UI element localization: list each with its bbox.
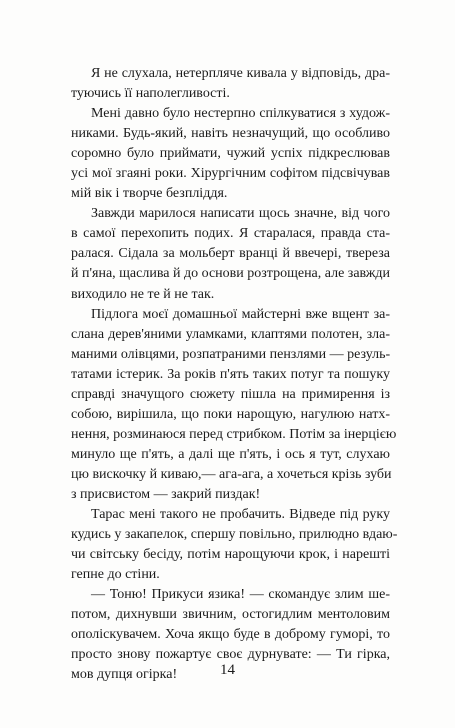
text-line: кудись у закапелок, спершу повільно, прилюдно вдаю-	[71, 527, 398, 543]
text-line: собою, вирішила, що поки нарощую, нагулюю натх-	[71, 406, 390, 422]
text-line: минуло ще п'ять, а далі ще п'ять, і ось я тут, слухаю	[71, 446, 390, 462]
text-line: ралася. Сідала за мольберт вранці й ввечері, твереза	[71, 246, 390, 262]
text-line: гепне до стіни.	[71, 567, 160, 583]
page-number: 14	[220, 662, 235, 678]
text-line: мов дупця огірка!	[71, 667, 178, 683]
text-line: маними олівцями, розпатраними пензлями — резуль-	[71, 346, 391, 362]
text-line: в самої перехопить подих. Я старалася, правда ста-	[71, 226, 390, 242]
text-line: Завжди марилося написати щось значне, від чого	[91, 206, 390, 222]
paragraph	[71, 204, 390, 304]
text-line: Підлога моєї домашньої майстерні вже вщент за-	[91, 306, 390, 322]
text-line: Мені давно було нестерпно спілкуватися з худож-	[91, 106, 390, 122]
text-line: потом, дихнувши звичним, остогидлим ментоловим	[71, 607, 390, 623]
text-line: виходило не те й не так.	[71, 286, 215, 302]
text-line: соромно було приймати, чужий успіх підкреслював	[71, 146, 390, 162]
text-line: просто знову пожартує своє дурнувате: — Ти гірка,	[71, 647, 390, 663]
text-line: — Тоню! Прикуси язика! — скомандує злим ше-	[91, 587, 390, 603]
text-line: справді значущого сюжету пішла на примирення із	[71, 386, 390, 402]
text-line: усі мої згаяні роки. Хірургічним софітом підсвічував	[71, 166, 390, 182]
text-line: й п'яна, щаслива й до основи розтрощена, але завжди	[71, 266, 391, 282]
paragraph	[71, 64, 390, 104]
text-line: цю вискочку й киваю,— ага-ага, а хочеться крізь зуби	[71, 466, 392, 482]
paragraph	[71, 305, 397, 505]
body-text	[71, 64, 398, 685]
paragraph	[71, 104, 390, 204]
text-line: нення, розминаюся перед стрибком. Потім за інерцією	[71, 426, 397, 442]
paragraph	[71, 505, 398, 585]
text-line: никами. Будь-який, навіть незначущий, що особливо	[71, 126, 390, 142]
text-line: чи світську бесіду, потім нарощуючи крок, і нарешті	[71, 547, 390, 563]
text-line: татами істерик. За років п'ять таких потуг та пошуку	[71, 366, 390, 382]
text-line: з присвистом — закрий пиздак!	[71, 486, 261, 502]
text-line: ополіскувачем. Хоча якщо буде в доброму гуморі, то	[71, 627, 390, 643]
text-line: Тарас мені такого не пробачить. Відведе під руку	[91, 507, 390, 523]
text-line: Я не слухала, нетерпляче кивала у відповідь, дра-	[91, 66, 390, 81]
text-line: туючись її наполегливості.	[71, 86, 230, 102]
text-line: мій вік і творче безпліддя.	[71, 186, 228, 202]
text-line: слана дерев'яними уламками, клаптями полотен, зла-	[71, 326, 390, 342]
